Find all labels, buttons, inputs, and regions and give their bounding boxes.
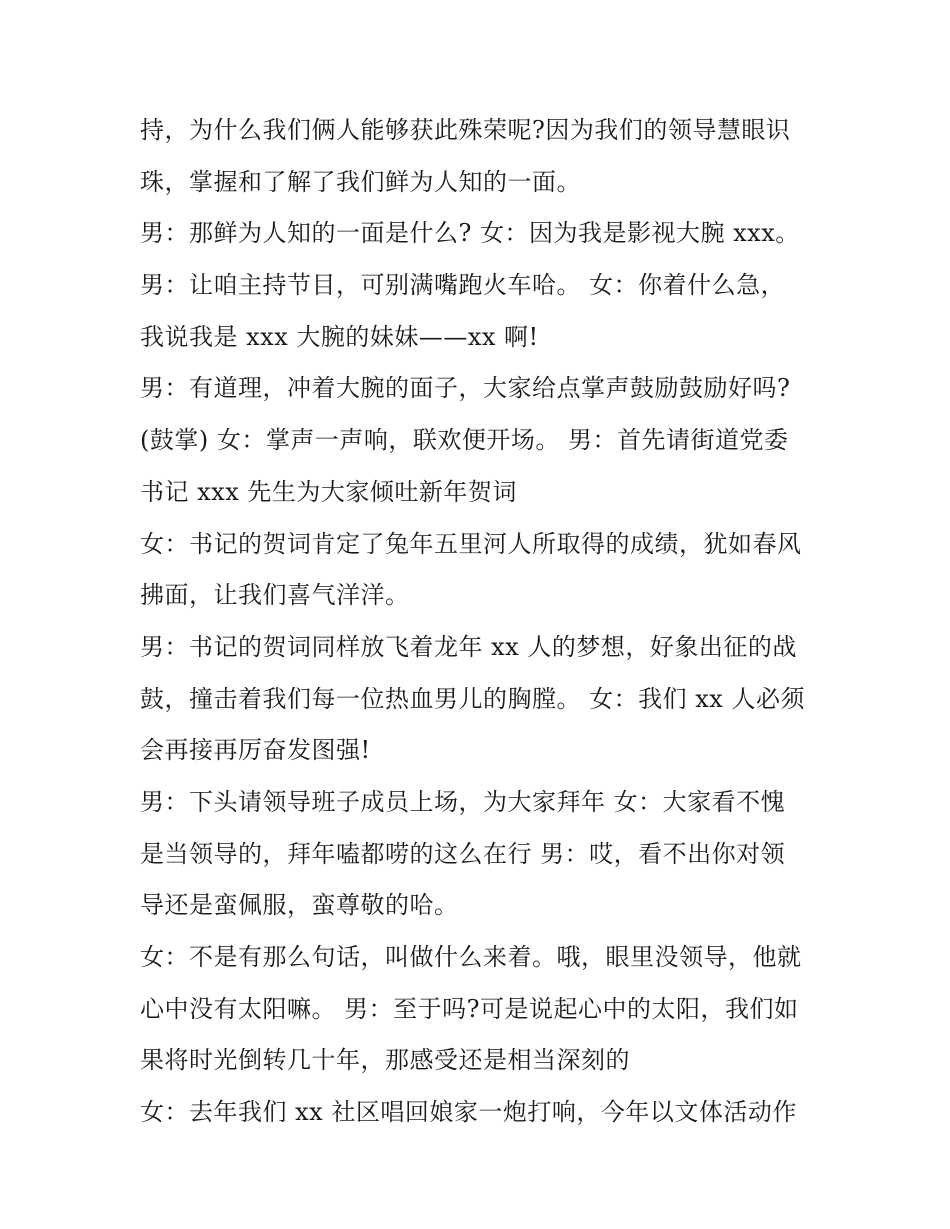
text-line: 是当领导的，拜年嗑都唠的这么在行 男：哎，看不出你对领 bbox=[140, 839, 786, 868]
text-line: 男：有道理，冲着大腕的面子，大家给点掌声鼓励鼓励好吗? bbox=[140, 374, 791, 403]
text-line: 我说我是 xxx 大腕的妹妹——xx 啊! bbox=[140, 322, 539, 351]
text-line: 导还是蛮佩服，蛮尊敬的哈。 bbox=[140, 891, 459, 920]
text-line: 持，为什么我们俩人能够获此殊荣呢?因为我们的领导慧眼识 bbox=[140, 116, 791, 144]
text-line: 鼓，撞击着我们每一位热血男儿的胸膛。 女：我们 xx 人必须 bbox=[140, 684, 805, 713]
text-line: 男：让咱主持节目，可别满嘴跑火车哈。 女：你着什么急， bbox=[140, 271, 786, 300]
text-line: 女：不是有那么句话，叫做什么来着。哦，眼里没领导，他就 bbox=[140, 943, 802, 971]
text-line: 书记 xxx 先生为大家倾吐新年贺词 bbox=[140, 477, 517, 506]
text-line: 男：下头请领导班子成员上场，为大家拜年 女：大家看不愧 bbox=[140, 787, 786, 816]
text-line: 拂面，让我们喜气洋洋。 bbox=[140, 581, 410, 610]
document-body bbox=[140, 108, 830, 1142]
text-line: 珠，掌握和了解了我们鲜为人知的一面。 bbox=[140, 167, 581, 196]
text-line: 果将时光倒转几十年，那感受还是相当深刻的 bbox=[140, 1046, 630, 1075]
text-line: 心中没有太阳嘛。 男：至于吗?可是说起心中的太阳，我们如 bbox=[140, 994, 799, 1023]
text-line: 女：去年我们 xx 社区唱回娘家一炮打响，今年以文体活动作 bbox=[140, 1098, 797, 1127]
text-line: 男：那鲜为人知的一面是什么? 女：因为我是影视大腕 xxx。 bbox=[140, 219, 800, 248]
text-line: 会再接再厉奋发图强! bbox=[140, 736, 371, 765]
text-line: 男：书记的贺词同样放飞着龙年 xx 人的梦想，好象出征的战 bbox=[140, 632, 797, 661]
text-line: 女：书记的贺词肯定了兔年五里河人所取得的成绩，犹如春风 bbox=[140, 529, 802, 558]
text-line: (鼓掌) 女：掌声一声响，联欢便开场。 男：首先请街道党委 bbox=[140, 426, 789, 455]
